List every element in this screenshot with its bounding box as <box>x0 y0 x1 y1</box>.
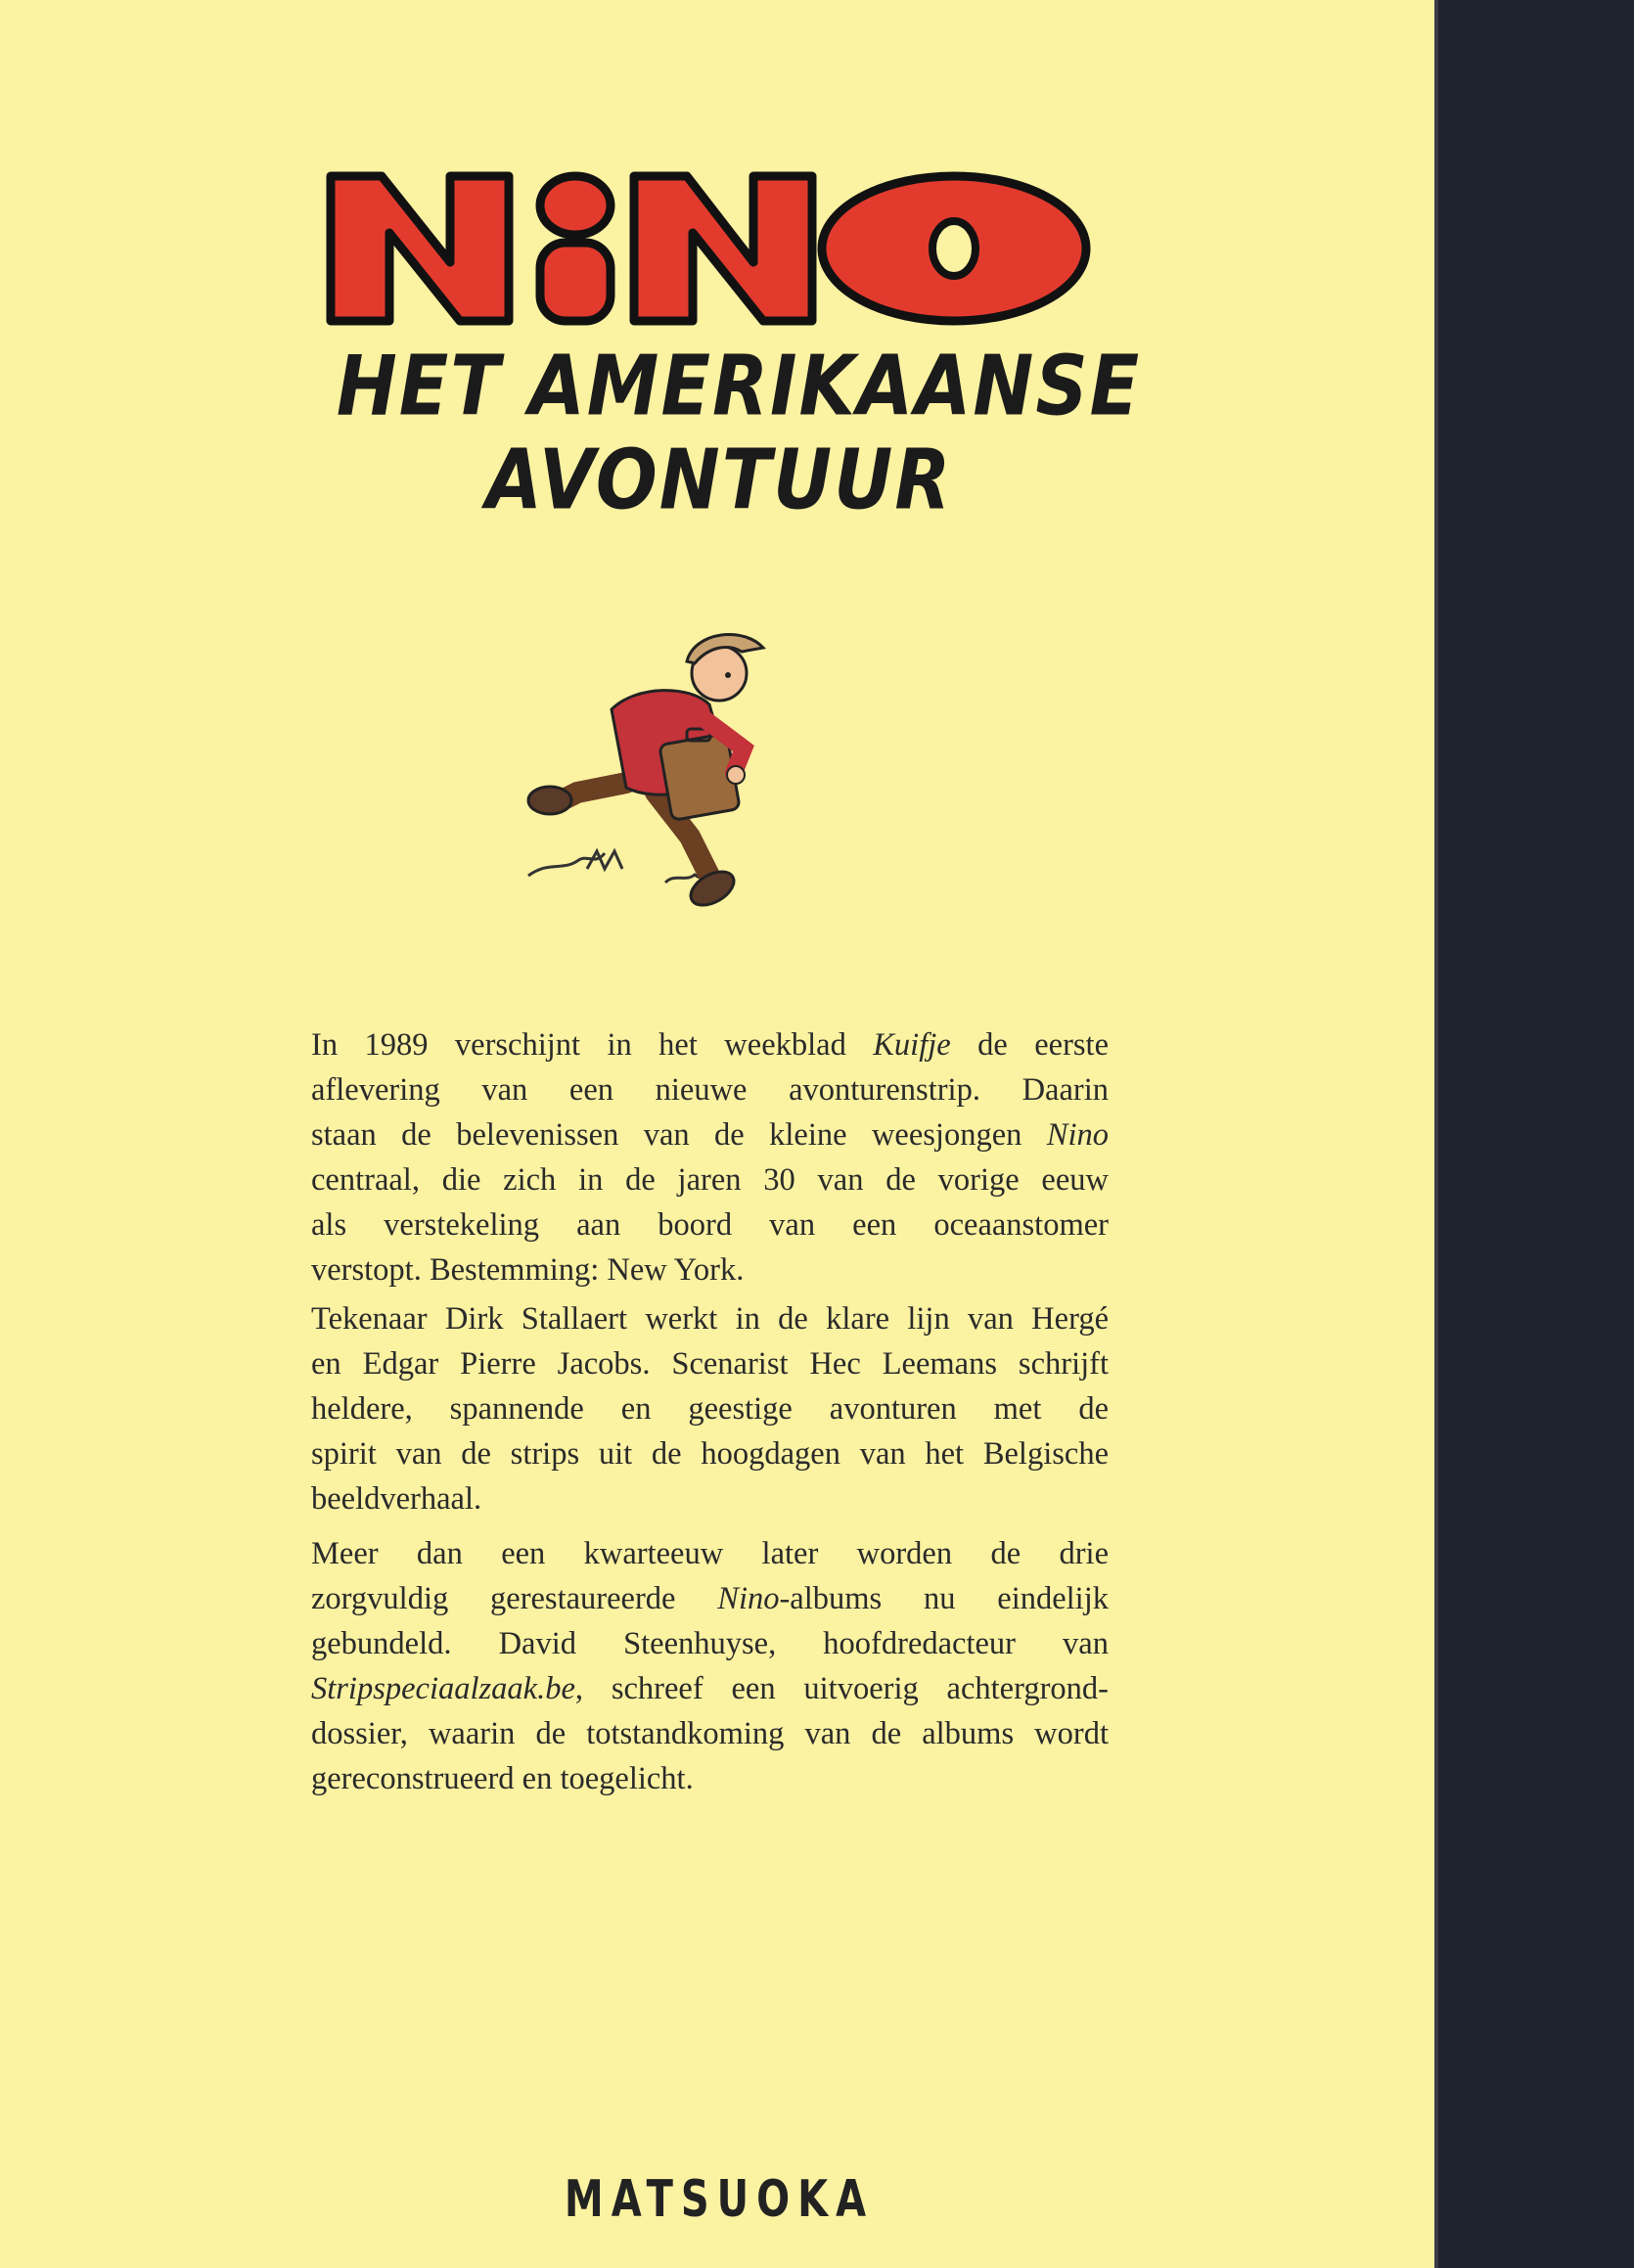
blurb-line: als verstekeling aan boord van een oceaanstomer <box>311 1207 1109 1243</box>
blurb-line: In 1989 verschijnt in het weekblad Kuifje de eerste <box>311 1027 1109 1063</box>
book-spine <box>1438 0 1634 2268</box>
publisher-logo <box>0 2170 1438 2229</box>
publisher-name: MATSUOKA <box>564 2170 875 2229</box>
blurb-line: dossier, waarin de totstandkoming van de albums wordt <box>311 1716 1109 1751</box>
logo-letter-n2 <box>634 176 812 321</box>
blurb-line: zorgvuldig gerestaureerde Nino-albums nu eindelijk <box>311 1581 1109 1616</box>
blurb-line: verstopt. Bestemming: New York. <box>311 1252 745 1288</box>
blurb-line: gereconstrueerd en toegelicht. <box>311 1761 694 1796</box>
blurb-line: en Edgar Pierre Jacobs. Scenarist Hec Leemans schrijft <box>311 1346 1109 1382</box>
blurb-line: heldere, spannende en geestige avonturen met de <box>311 1391 1109 1427</box>
title-line-1: HET AMERIKAANSE <box>336 338 1142 435</box>
logo-text: NiNO <box>323 152 362 168</box>
blurb-line: aflevering van een nieuwe avonturenstrip. Daarin <box>311 1072 1109 1108</box>
blurb-line: Stripspeciaalzaak.be, schreef een uitvoerig achtergrond- <box>311 1671 1109 1706</box>
blurb-paragraph-1 <box>311 1022 1109 1293</box>
blurb-line: spirit van de strips uit de hoogdagen van het Belgische <box>311 1436 1109 1472</box>
blurb-line: beeldverhaal. <box>311 1481 482 1517</box>
logo-letter-i-stem <box>540 243 611 321</box>
blurb-paragraph-3 <box>311 1531 1109 1801</box>
blurb-line: gebundeld. David Steenhuyse, hoofdredacteur van <box>311 1626 1109 1661</box>
running-boy-illustration <box>519 626 851 939</box>
blurb-line: Tekenaar Dirk Stallaert werkt in de klare lijn van Hergé <box>311 1301 1109 1337</box>
blurb-line: staan de belevenissen van de kleine weesjongen Nino <box>311 1117 1109 1153</box>
blurb-paragraph-2 <box>311 1296 1109 1521</box>
nino-logo <box>323 152 1106 331</box>
logo-letter-n1 <box>331 176 509 321</box>
logo-letter-i-dot <box>540 176 611 235</box>
blurb-line: centraal, die zich in de jaren 30 van de vorige eeuw <box>311 1162 1109 1198</box>
blurb-line: Meer dan een kwarteeuw later worden de drie <box>311 1536 1109 1571</box>
title-line-2: AVONTUUR <box>485 431 953 529</box>
